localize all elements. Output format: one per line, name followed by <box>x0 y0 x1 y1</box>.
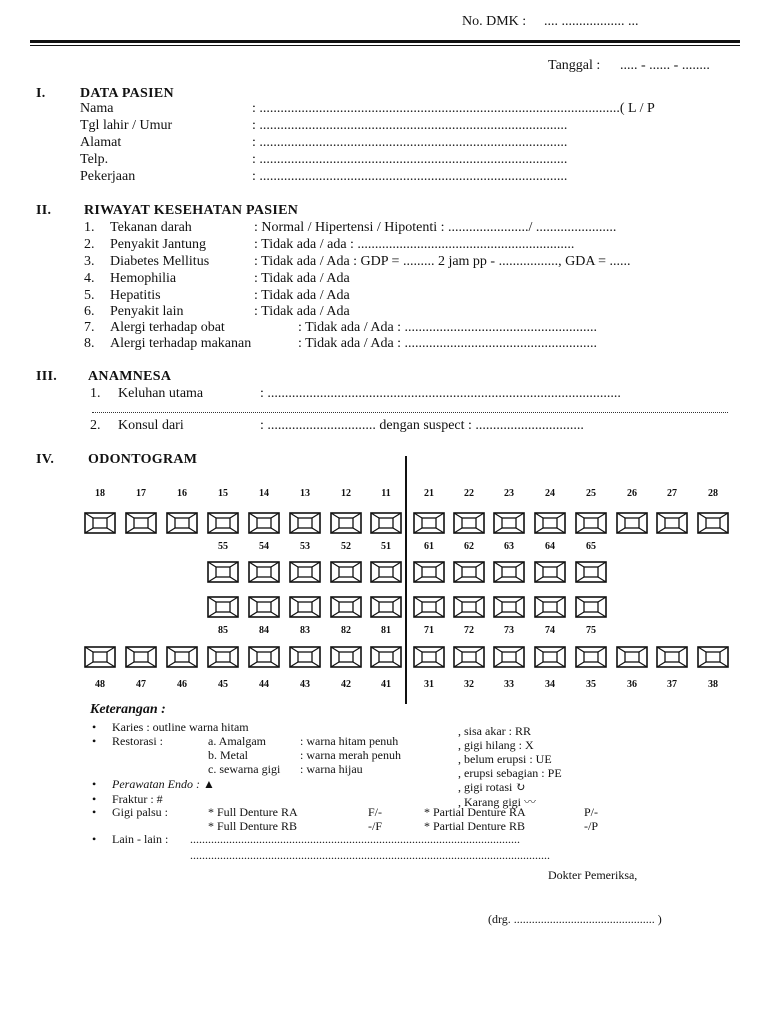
tooth-box[interactable] <box>413 596 445 618</box>
tooth-number: 85 <box>218 625 228 636</box>
tooth-box[interactable] <box>207 512 239 534</box>
riwayat-num: 4. <box>84 271 95 286</box>
restorasi-b-desc: : warna merah penuh <box>300 748 401 762</box>
tooth-number: 17 <box>136 488 146 499</box>
bullet-fraktur: • <box>92 792 97 806</box>
fraktur-text: Fraktur : # <box>112 792 163 806</box>
riwayat-label: Alergi terhadap makanan <box>110 336 252 351</box>
tooth-number: 37 <box>667 679 677 690</box>
bullet-restorasi: • <box>92 734 97 748</box>
tooth-box[interactable] <box>493 561 525 583</box>
anamnesa-label-1: Keluhan utama <box>118 386 204 401</box>
tooth-number: 34 <box>545 679 555 690</box>
tooth-box[interactable] <box>125 512 157 534</box>
legend-erupsi-sebagian: , erupsi sebagian : PE <box>458 766 562 780</box>
riwayat-field[interactable]: : Tidak ada / Ada : GDP = ......... 2 jam pp - ................., GDA = ...... <box>254 254 631 269</box>
tooth-box[interactable] <box>370 512 402 534</box>
tooth-number: 21 <box>424 488 434 499</box>
riwayat-label: Diabetes Mellitus <box>110 254 210 269</box>
lain-label: Lain - lain : <box>112 832 169 846</box>
tooth-number: 31 <box>424 679 434 690</box>
tooth-box[interactable] <box>289 561 321 583</box>
tooth-number: 74 <box>545 625 555 636</box>
tooth-box[interactable] <box>207 561 239 583</box>
tooth-box[interactable] <box>207 596 239 618</box>
tooth-box[interactable] <box>413 512 445 534</box>
partial-denture-ra: * Partial Denture RA <box>424 805 526 819</box>
legend-gigi-rotasi: , gigi rotasi ↻ <box>458 780 526 794</box>
tooth-number: 42 <box>341 679 351 690</box>
tooth-box[interactable] <box>166 512 198 534</box>
tooth-box[interactable] <box>616 646 648 668</box>
tooth-number: 43 <box>300 679 310 690</box>
riwayat-num: 5. <box>84 288 95 303</box>
tooth-number: 83 <box>300 625 310 636</box>
tooth-number: 82 <box>341 625 351 636</box>
tooth-number: 81 <box>381 625 391 636</box>
data-pasien-field[interactable]: : ........................................................................................ <box>252 152 568 167</box>
data-pasien-label: Tgl lahir / Umur <box>80 118 173 133</box>
restorasi-a-desc: : warna hitam penuh <box>300 734 399 748</box>
tooth-box[interactable] <box>289 646 321 668</box>
tooth-number: 48 <box>95 679 105 690</box>
tanggal-value[interactable]: ..... - ...... - ........ <box>620 58 710 73</box>
section-4-title: ODONTOGRAM <box>88 452 198 467</box>
tooth-number: 44 <box>259 679 269 690</box>
riwayat-label: Penyakit lain <box>110 304 184 319</box>
tooth-box[interactable] <box>697 512 729 534</box>
tooth-number: 75 <box>586 625 596 636</box>
tooth-number: 15 <box>218 488 228 499</box>
doctor-signature-field[interactable]: (drg. ............................................... ) <box>488 912 662 926</box>
legend-sisa-akar: , sisa akar : RR <box>458 724 531 738</box>
tooth-box[interactable] <box>453 561 485 583</box>
full-denture-rb: * Full Denture RB <box>208 819 297 833</box>
partial-denture-ra-code: P/- <box>584 805 599 819</box>
data-pasien-field[interactable]: : .......................................................................................................( L / P <box>252 101 655 116</box>
tooth-number: 14 <box>259 488 269 499</box>
tooth-number: 84 <box>259 625 269 636</box>
tooth-number: 13 <box>300 488 310 499</box>
tooth-box[interactable] <box>413 561 445 583</box>
legend-karang-gigi: , Karang gigi 〰 <box>458 795 536 809</box>
gigi-palsu-label: Gigi palsu : <box>112 805 168 819</box>
section-2-number: II. <box>36 203 52 218</box>
anamnesa-num-2: 2. <box>90 418 101 433</box>
tooth-box[interactable] <box>125 646 157 668</box>
tooth-box[interactable] <box>656 646 688 668</box>
tooth-number: 12 <box>341 488 351 499</box>
tooth-number: 61 <box>424 541 434 552</box>
tooth-box[interactable] <box>493 512 525 534</box>
section-1-number: I. <box>36 86 46 101</box>
riwayat-field[interactable]: : Tidak ada / ada : .............................................................. <box>254 237 575 252</box>
konsul-field[interactable]: : ............................... dengan suspect : ............................... <box>260 418 584 433</box>
tooth-box[interactable] <box>248 646 280 668</box>
tooth-box[interactable] <box>330 561 362 583</box>
anamnesa-num-1: 1. <box>90 386 101 401</box>
tooth-box[interactable] <box>248 512 280 534</box>
keluhan-field[interactable]: : ..................................................................................................... <box>260 386 621 401</box>
riwayat-label: Tekanan darah <box>110 220 192 235</box>
tooth-number: 36 <box>627 679 637 690</box>
tooth-number: 38 <box>708 679 718 690</box>
full-denture-ra: * Full Denture RA <box>208 805 298 819</box>
tooth-number: 52 <box>341 541 351 552</box>
tooth-number: 32 <box>464 679 474 690</box>
tooth-box[interactable] <box>534 561 566 583</box>
bullet-lain: • <box>92 832 97 846</box>
riwayat-label: Penyakit Jantung <box>110 237 207 252</box>
section-1-title: DATA PASIEN <box>80 86 174 101</box>
bullet-endo: • <box>92 777 97 791</box>
riwayat-label: Hemophilia <box>110 271 177 286</box>
lain-field[interactable]: .............................................................................................................. <box>190 832 520 846</box>
riwayat-field[interactable]: : Tidak ada / Ada : ....................................................... <box>298 320 598 335</box>
tooth-number: 23 <box>504 488 514 499</box>
tooth-box[interactable] <box>697 646 729 668</box>
dmk-value[interactable]: .... .................. ... <box>544 14 639 29</box>
tooth-box[interactable] <box>330 646 362 668</box>
tooth-number: 47 <box>136 679 146 690</box>
restorasi-b-type: b. Metal <box>208 748 248 762</box>
tooth-number: 33 <box>504 679 514 690</box>
tooth-box[interactable] <box>84 646 116 668</box>
tooth-box[interactable] <box>453 646 485 668</box>
tooth-number: 54 <box>259 541 269 552</box>
riwayat-field[interactable]: : Normal / Hipertensi / Hipotenti : ......................./ ....................... <box>254 220 617 235</box>
dmk-label: No. DMK : <box>462 14 527 29</box>
header-rule-top <box>30 40 740 43</box>
tooth-number: 71 <box>424 625 434 636</box>
tooth-number: 41 <box>381 679 391 690</box>
riwayat-field[interactable]: : Tidak ada / Ada : ....................................................... <box>298 336 598 351</box>
header-rule-bottom <box>30 45 740 46</box>
tooth-box[interactable] <box>370 646 402 668</box>
riwayat-label: Alergi terhadap obat <box>110 320 225 335</box>
data-pasien-label: Alamat <box>80 135 122 150</box>
restorasi-c-type: c. sewarna gigi <box>208 762 281 776</box>
tooth-box[interactable] <box>534 596 566 618</box>
restorasi-label: Restorasi : <box>112 734 163 748</box>
tooth-box[interactable] <box>575 512 607 534</box>
section-3-title: ANAMNESA <box>88 369 172 384</box>
tooth-box[interactable] <box>616 512 648 534</box>
tooth-number: 18 <box>95 488 105 499</box>
tanggal-label: Tanggal : <box>548 58 601 73</box>
tooth-number: 62 <box>464 541 474 552</box>
tooth-number: 51 <box>381 541 391 552</box>
tooth-number: 46 <box>177 679 187 690</box>
lain-field-2[interactable]: ........................................................................................................................ <box>190 848 550 862</box>
data-pasien-field[interactable]: : ........................................................................................ <box>252 118 568 133</box>
data-pasien-field[interactable]: : ........................................................................................ <box>252 169 568 184</box>
riwayat-field[interactable]: : Tidak ada / Ada <box>254 304 350 319</box>
tooth-box[interactable] <box>413 646 445 668</box>
tooth-box[interactable] <box>84 512 116 534</box>
tooth-box[interactable] <box>453 512 485 534</box>
tooth-number: 22 <box>464 488 474 499</box>
tooth-box[interactable] <box>575 646 607 668</box>
tooth-box[interactable] <box>289 512 321 534</box>
section-3-number: III. <box>36 369 58 384</box>
full-denture-rb-code: -/F <box>368 819 383 833</box>
partial-denture-rb: * Partial Denture RB <box>424 819 525 833</box>
riwayat-num: 2. <box>84 237 95 252</box>
tooth-box[interactable] <box>575 561 607 583</box>
section-4-number: IV. <box>36 452 55 467</box>
tooth-box[interactable] <box>330 596 362 618</box>
tooth-number: 25 <box>586 488 596 499</box>
tooth-box[interactable] <box>493 646 525 668</box>
riwayat-num: 8. <box>84 336 95 351</box>
tooth-number: 28 <box>708 488 718 499</box>
tooth-box[interactable] <box>248 596 280 618</box>
tooth-number: 64 <box>545 541 555 552</box>
tooth-box[interactable] <box>248 561 280 583</box>
riwayat-num: 3. <box>84 254 95 269</box>
tooth-box[interactable] <box>330 512 362 534</box>
bullet-karies: • <box>92 720 97 734</box>
tooth-box[interactable] <box>534 512 566 534</box>
tooth-number: 26 <box>627 488 637 499</box>
tooth-box[interactable] <box>289 596 321 618</box>
riwayat-num: 6. <box>84 304 95 319</box>
tooth-number: 16 <box>177 488 187 499</box>
tooth-box[interactable] <box>453 596 485 618</box>
bullet-gigi-palsu: • <box>92 805 97 819</box>
partial-denture-rb-code: -/P <box>584 819 599 833</box>
tooth-box[interactable] <box>493 596 525 618</box>
tooth-box[interactable] <box>370 596 402 618</box>
legend-belum-erupsi: , belum erupsi : UE <box>458 752 552 766</box>
tooth-number: 11 <box>381 488 391 499</box>
tooth-number: 55 <box>218 541 228 552</box>
tooth-box[interactable] <box>166 646 198 668</box>
section-2-title: RIWAYAT KESEHATAN PASIEN <box>84 203 299 218</box>
riwayat-num: 7. <box>84 320 95 335</box>
tooth-box[interactable] <box>656 512 688 534</box>
riwayat-field[interactable]: : Tidak ada / Ada <box>254 271 350 286</box>
tooth-number: 45 <box>218 679 228 690</box>
karies-text: Karies : outline warna hitam <box>112 720 249 734</box>
tooth-number: 35 <box>586 679 596 690</box>
legend-gigi-hilang: , gigi hilang : X <box>458 738 534 752</box>
restorasi-c-desc: : warna hijau <box>300 762 363 776</box>
tooth-number: 27 <box>667 488 677 499</box>
tooth-box[interactable] <box>534 646 566 668</box>
endo-text: Perawatan Endo : ▲ <box>112 777 215 791</box>
full-denture-ra-code: F/- <box>368 805 383 819</box>
riwayat-label: Hepatitis <box>110 288 161 303</box>
data-pasien-label: Telp. <box>80 152 109 167</box>
tooth-box[interactable] <box>575 596 607 618</box>
tooth-box[interactable] <box>370 561 402 583</box>
tooth-number: 72 <box>464 625 474 636</box>
tooth-number: 73 <box>504 625 514 636</box>
tooth-number: 63 <box>504 541 514 552</box>
data-pasien-label: Pekerjaan <box>80 169 136 184</box>
restorasi-a-type: a. Amalgam <box>208 734 266 748</box>
anamnesa-label-2: Konsul dari <box>118 418 184 433</box>
tooth-number: 24 <box>545 488 555 499</box>
data-pasien-field[interactable]: : ........................................................................................ <box>252 135 568 150</box>
keluhan-continuation-line[interactable] <box>92 412 728 413</box>
data-pasien-label: Nama <box>80 101 114 116</box>
riwayat-field[interactable]: : Tidak ada / Ada <box>254 288 350 303</box>
doctor-label: Dokter Pemeriksa, <box>548 868 638 882</box>
tooth-number: 53 <box>300 541 310 552</box>
keterangan-title: Keterangan : <box>90 702 166 717</box>
tooth-number: 65 <box>586 541 596 552</box>
odontogram-midline <box>405 456 407 704</box>
riwayat-num: 1. <box>84 220 95 235</box>
tooth-box[interactable] <box>207 646 239 668</box>
